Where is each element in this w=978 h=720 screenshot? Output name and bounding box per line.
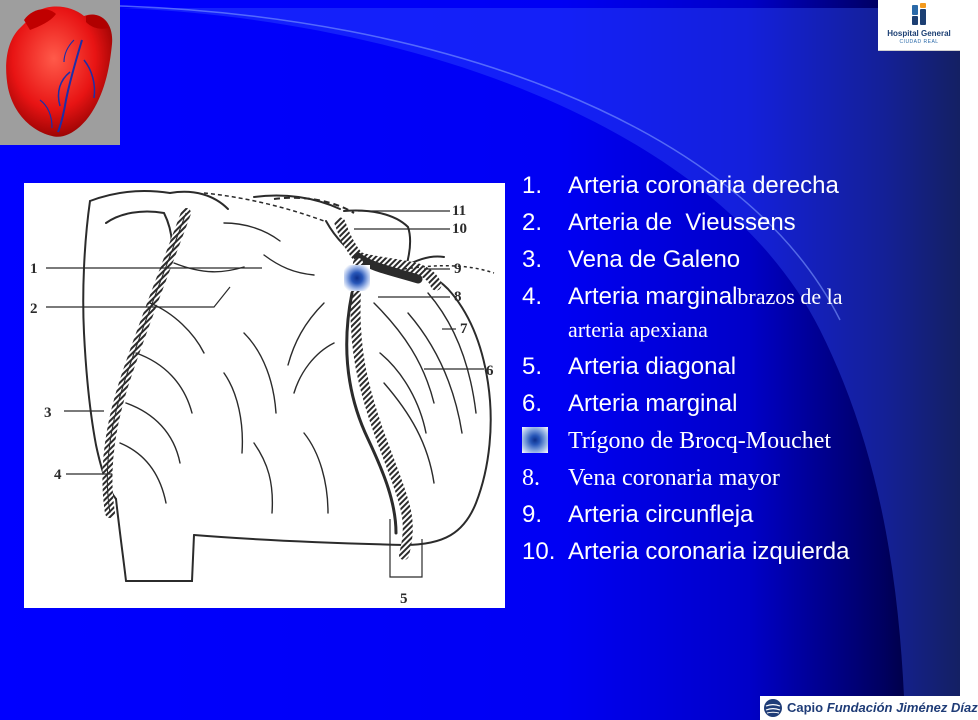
legend-item [522,279,958,349]
legend-number: 5. [522,353,543,380]
figure-label: 4 [54,467,62,483]
figure-label: 2 [30,301,38,317]
hospital-mark-icon [908,3,930,27]
figure-label: 5 [400,591,408,607]
legend-text: Arteria diagonal [568,353,737,380]
legend-item [522,423,958,460]
figure-label: 11 [452,203,467,219]
figure-label: 7 [460,321,468,337]
legend-text: Arteria coronaria izquierda [568,538,850,565]
coronary-anatomy-figure [24,183,505,608]
capio-name: Fundación Jiménez Díaz [826,700,978,715]
legend-item [522,534,958,571]
legend-number: 10. [522,538,556,565]
blue-square-bullet-icon [522,427,548,453]
capio-globe-icon [763,698,783,718]
heart-3d-icon [0,0,120,145]
figure-label: 8 [454,289,462,305]
legend-text: Arteria de Vieussens [568,209,796,236]
legend-text-line2: arteria apexiana [568,317,708,342]
legend-list [522,168,958,571]
legend-text-extra: brazos de la [737,284,843,309]
hospital-name: Hospital General [887,29,951,38]
legend-item [522,242,958,279]
legend-number: 3. [522,246,543,273]
legend-item [522,168,958,205]
legend-text: Arteria marginal [568,283,738,310]
legend-number: 1. [522,172,543,199]
legend-number: 2. [522,209,543,236]
hospital-city: CIUDAD REAL [899,39,939,45]
figure-label: 1 [30,261,38,277]
legend-number: 6. [522,390,543,417]
hospital-logo [878,0,960,51]
legend-item [522,497,958,534]
legend-item [522,460,958,497]
legend-item [522,205,958,242]
legend-text: Vena coronaria mayor [568,465,780,491]
legend-text: Vena de Galeno [568,246,741,273]
figure-label: 3 [44,405,52,421]
heart-thumbnail [0,0,120,145]
legend-number: 9. [522,501,543,528]
capio-prefix: Capio [787,700,824,715]
legend-number: 8. [522,465,540,491]
legend-item [522,349,958,386]
legend-text: Arteria marginal [568,390,738,417]
coronary-diagram [24,183,505,608]
legend-text: Trígono de Brocq-Mouchet [568,428,832,454]
figure-label: 9 [454,261,462,277]
legend-text: Arteria coronaria derecha [568,172,839,199]
figure-label: 6 [486,363,494,379]
figure-label: 10 [452,221,467,237]
legend-text: Arteria circunfleja [568,501,754,528]
legend-number: 4. [522,283,543,310]
legend-item [522,386,958,423]
capio-footer-logo [760,696,978,720]
